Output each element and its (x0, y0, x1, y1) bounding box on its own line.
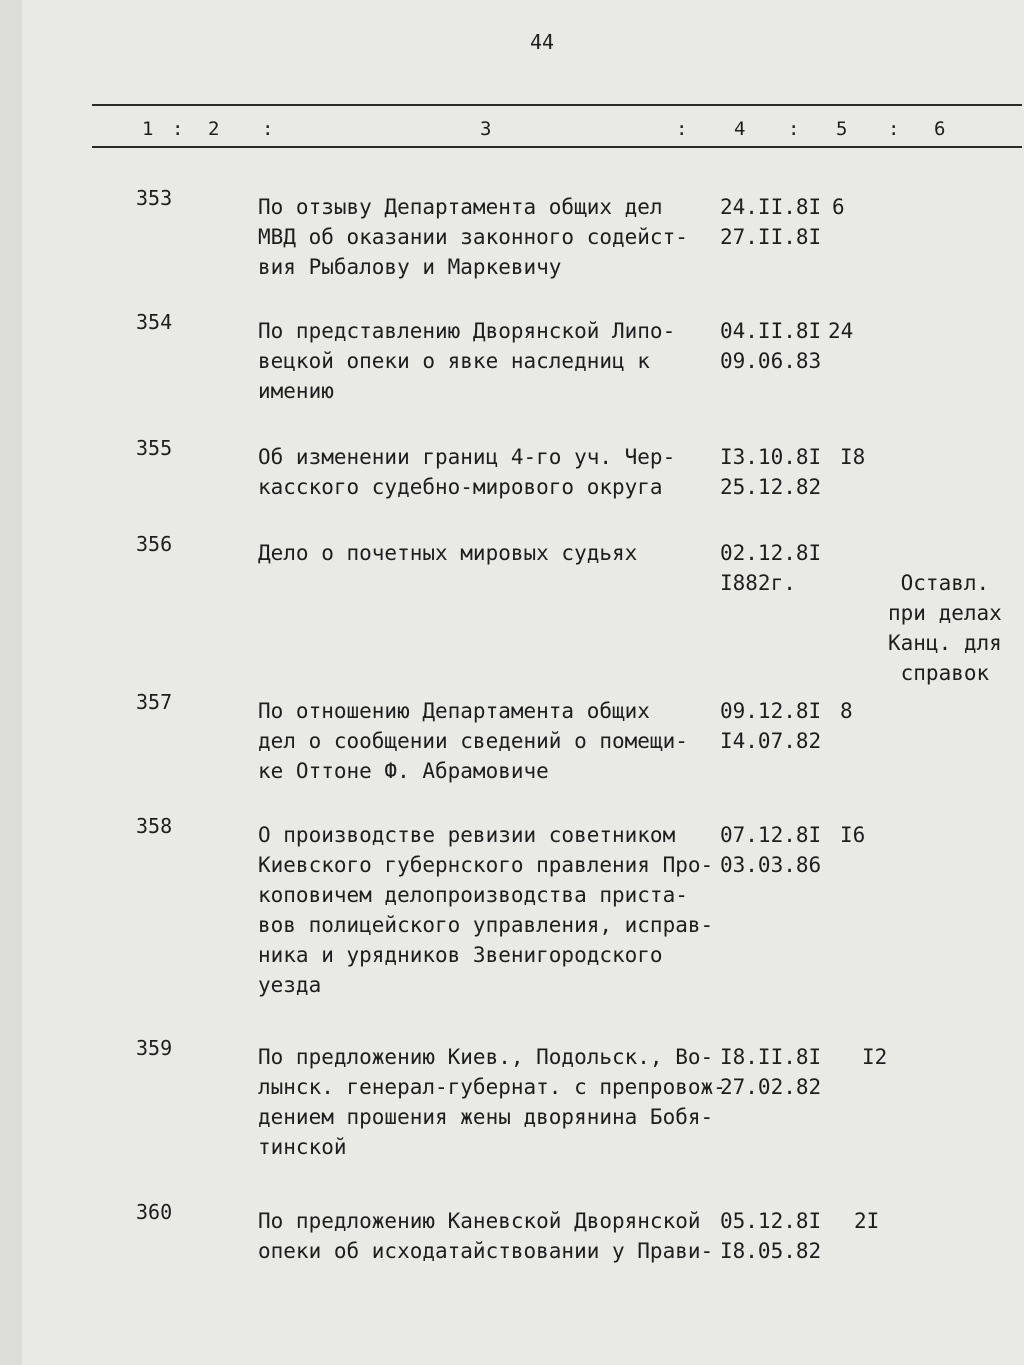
entry-dates: I8.II.8I 27.02.82 (720, 1045, 822, 1099)
entry-sheet-count: I2 (862, 1045, 888, 1069)
entry-sheet-count: 8 (840, 699, 853, 723)
entry-sheet-count: 6 (832, 195, 845, 219)
entry-number: 354 (136, 310, 173, 334)
entry-description: По представлению Дворянской Липо- вецкой опеки о явке наследниц к имению (258, 319, 676, 403)
column-separator: : (788, 118, 800, 140)
entry-dates: 05.12.8I I8.05.82 (720, 1209, 822, 1263)
entry-description: По предложению Каневской Дворянской опеки об исходатайствовании у Прави- (258, 1209, 714, 1263)
entry-description: По отзыву Департамента общих дел МВД об оказании законного содейст- вия Рыбалову и Маркевичу (258, 195, 688, 279)
column-separator: : (888, 118, 900, 140)
entry-description: По предложению Киев., Подольск., Во- лынск. генерал-губернат. с препровож- дением прошения жены дворянина Бобя- тинской (258, 1045, 726, 1159)
entry-sheet-count: 2I (854, 1209, 880, 1233)
header-top-rule (92, 104, 1022, 106)
page-number: 44 (530, 30, 555, 54)
column-header-1: 1 (142, 118, 154, 140)
entry-description: Дело о почетных мировых судьях (258, 541, 638, 565)
entry-sheet-count: 24 (828, 319, 854, 343)
entry-description: О производстве ревизии советником Киевского губернского правления Про- коповичем делопроизводства приста- вов полицейского управления, исправ- ника и урядников Звенигородского уезда (258, 823, 714, 997)
entry-remark: Оставл. при делах Канц. для справок (888, 571, 1002, 685)
header-bottom-rule (92, 146, 1022, 148)
column-separator: : (676, 118, 688, 140)
document-page (22, 0, 1024, 1365)
column-header-3: 3 (480, 118, 492, 140)
entry-dates: I3.10.8I 25.12.82 (720, 445, 822, 499)
entry-number: 355 (136, 436, 173, 460)
entry-sheet-count: I6 (840, 823, 866, 847)
entry-number: 356 (136, 532, 173, 556)
column-header-5: 5 (836, 118, 848, 140)
entry-dates: 24.II.8I 27.II.8I (720, 195, 822, 249)
entry-number: 357 (136, 690, 173, 714)
entry-number: 353 (136, 186, 173, 210)
column-separator: : (172, 118, 184, 140)
entry-dates: 02.12.8I I882г. (720, 541, 822, 595)
entry-description: Об изменении границ 4-го уч. Чер- касского судебно-мирового округа (258, 445, 676, 499)
column-header-2: 2 (208, 118, 220, 140)
column-separator: : (262, 118, 274, 140)
entry-dates: 07.12.8I 03.03.86 (720, 823, 822, 877)
entry-number: 360 (136, 1200, 173, 1224)
entry-dates: 09.12.8I I4.07.82 (720, 699, 822, 753)
column-header-4: 4 (734, 118, 746, 140)
entry-number: 359 (136, 1036, 173, 1060)
entry-description: По отношению Департамента общих дел о сообщении сведений о помещи- ке Оттоне Ф. Абрамовиче (258, 699, 688, 783)
entry-dates: 04.II.8I 09.06.83 (720, 319, 822, 373)
entry-sheet-count: I8 (840, 445, 866, 469)
entry-number: 358 (136, 814, 173, 838)
column-header-6: 6 (934, 118, 946, 140)
